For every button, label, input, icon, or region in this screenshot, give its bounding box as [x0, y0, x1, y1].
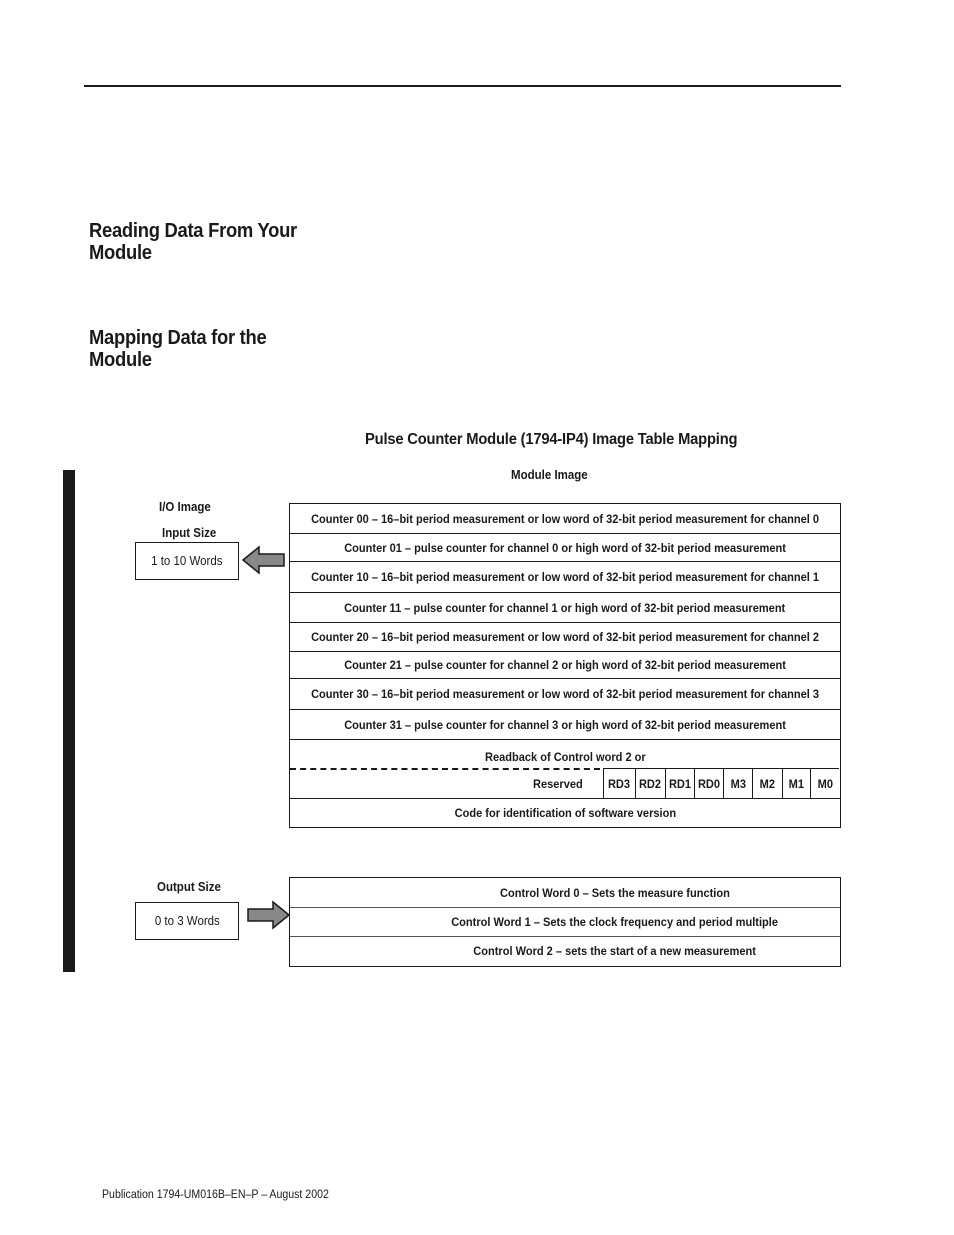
row-text: Control Word 2 – sets the start of a new measurement [473, 944, 757, 958]
table-row [290, 679, 840, 710]
output-size-label: Output Size [157, 880, 221, 894]
row-text: Counter 00 – 16–bit period measurement or low word of 32-bit period measurement for channel 0 [311, 511, 819, 526]
bit-label: M2 [759, 776, 776, 791]
table-row [290, 534, 840, 562]
top-rule [84, 85, 841, 87]
bit-cell-m2 [752, 768, 782, 798]
module-image-label: Module Image [511, 468, 588, 482]
bit-label: RD3 [608, 776, 631, 791]
row-text: Counter 11 – pulse counter for channel 1 or high word of 32-bit period measurement [344, 600, 786, 615]
bit-label: M1 [788, 776, 805, 791]
heading-line: Mapping Data for the [89, 327, 267, 349]
row-text: Counter 20 – 16–bit period measurement or low word of 32-bit period measurement for channel 2 [311, 630, 819, 644]
output-arrow-icon [246, 899, 292, 931]
figure-title: Pulse Counter Module (1794-IP4) Image Table Mapping [365, 431, 738, 448]
bit-cell-m1 [782, 768, 810, 798]
table-row [290, 878, 840, 908]
heading-line: Module [89, 349, 152, 371]
bit-cell-m0 [810, 768, 839, 798]
input-size-value: 1 to 10 Words [151, 554, 223, 568]
table-row [290, 799, 840, 827]
table-row [290, 504, 840, 534]
bit-label: M0 [817, 776, 833, 791]
io-image-label: I/O Image [159, 500, 211, 514]
readback-label: Readback of Control word 2 or [485, 750, 646, 764]
row-text: Control Word 0 – Sets the measure function [500, 885, 730, 900]
table-row [290, 623, 840, 652]
readback-row [290, 740, 840, 799]
output-size-value: 0 to 3 Words [154, 914, 220, 928]
bit-cell-rd2 [635, 768, 665, 798]
table-row [290, 562, 840, 593]
heading-line: Reading Data From Your [89, 220, 297, 242]
table-row [290, 908, 840, 937]
row-text: Counter 21 – pulse counter for channel 2 or high word of 32-bit period measurement [344, 658, 786, 672]
row-text: Counter 01 – pulse counter for channel 0 or high word of 32-bit period measurement [344, 540, 786, 555]
input-size-label: Input Size [162, 526, 217, 540]
row-text: Control Word 1 – Sets the clock frequency and period multiple [451, 915, 779, 929]
bit-label: RD1 [668, 776, 692, 791]
table-row [290, 593, 840, 623]
table-row [290, 937, 840, 965]
row-text: Counter 30 – 16–bit period measurement or low word of 32-bit period measurement for channel 3 [311, 687, 819, 701]
bit-label: M3 [730, 776, 746, 791]
heading-line: Module [89, 242, 152, 264]
bits-row [290, 768, 840, 798]
row-text: Counter 31 – pulse counter for channel 3 or high word of 32-bit period measurement [344, 717, 786, 732]
input-image-table [289, 503, 841, 828]
mapping-data-heading [89, 327, 266, 371]
table-row [290, 652, 840, 679]
bit-cell-rd3 [603, 768, 635, 798]
input-arrow-icon [241, 544, 287, 576]
publication-footer: Publication 1794-UM016B–EN–P – August 2002 [102, 1189, 329, 1201]
row-text: Code for identification of software version [454, 806, 676, 820]
output-size-box [135, 902, 239, 940]
reading-data-heading [89, 220, 297, 264]
input-size-box [135, 542, 239, 580]
output-image-table [289, 877, 841, 967]
table-row [290, 710, 840, 740]
row-text: Counter 10 – 16–bit period measurement or low word of 32-bit period measurement for channel 1 [311, 570, 819, 584]
bit-label: RD2 [639, 776, 662, 791]
bit-cell-m3 [723, 768, 752, 798]
bit-cell-rd0 [694, 768, 723, 798]
bit-cell-rd1 [665, 768, 694, 798]
reserved-label: Reserved [533, 777, 583, 791]
bit-label: RD0 [697, 776, 721, 791]
change-bar [63, 470, 75, 972]
